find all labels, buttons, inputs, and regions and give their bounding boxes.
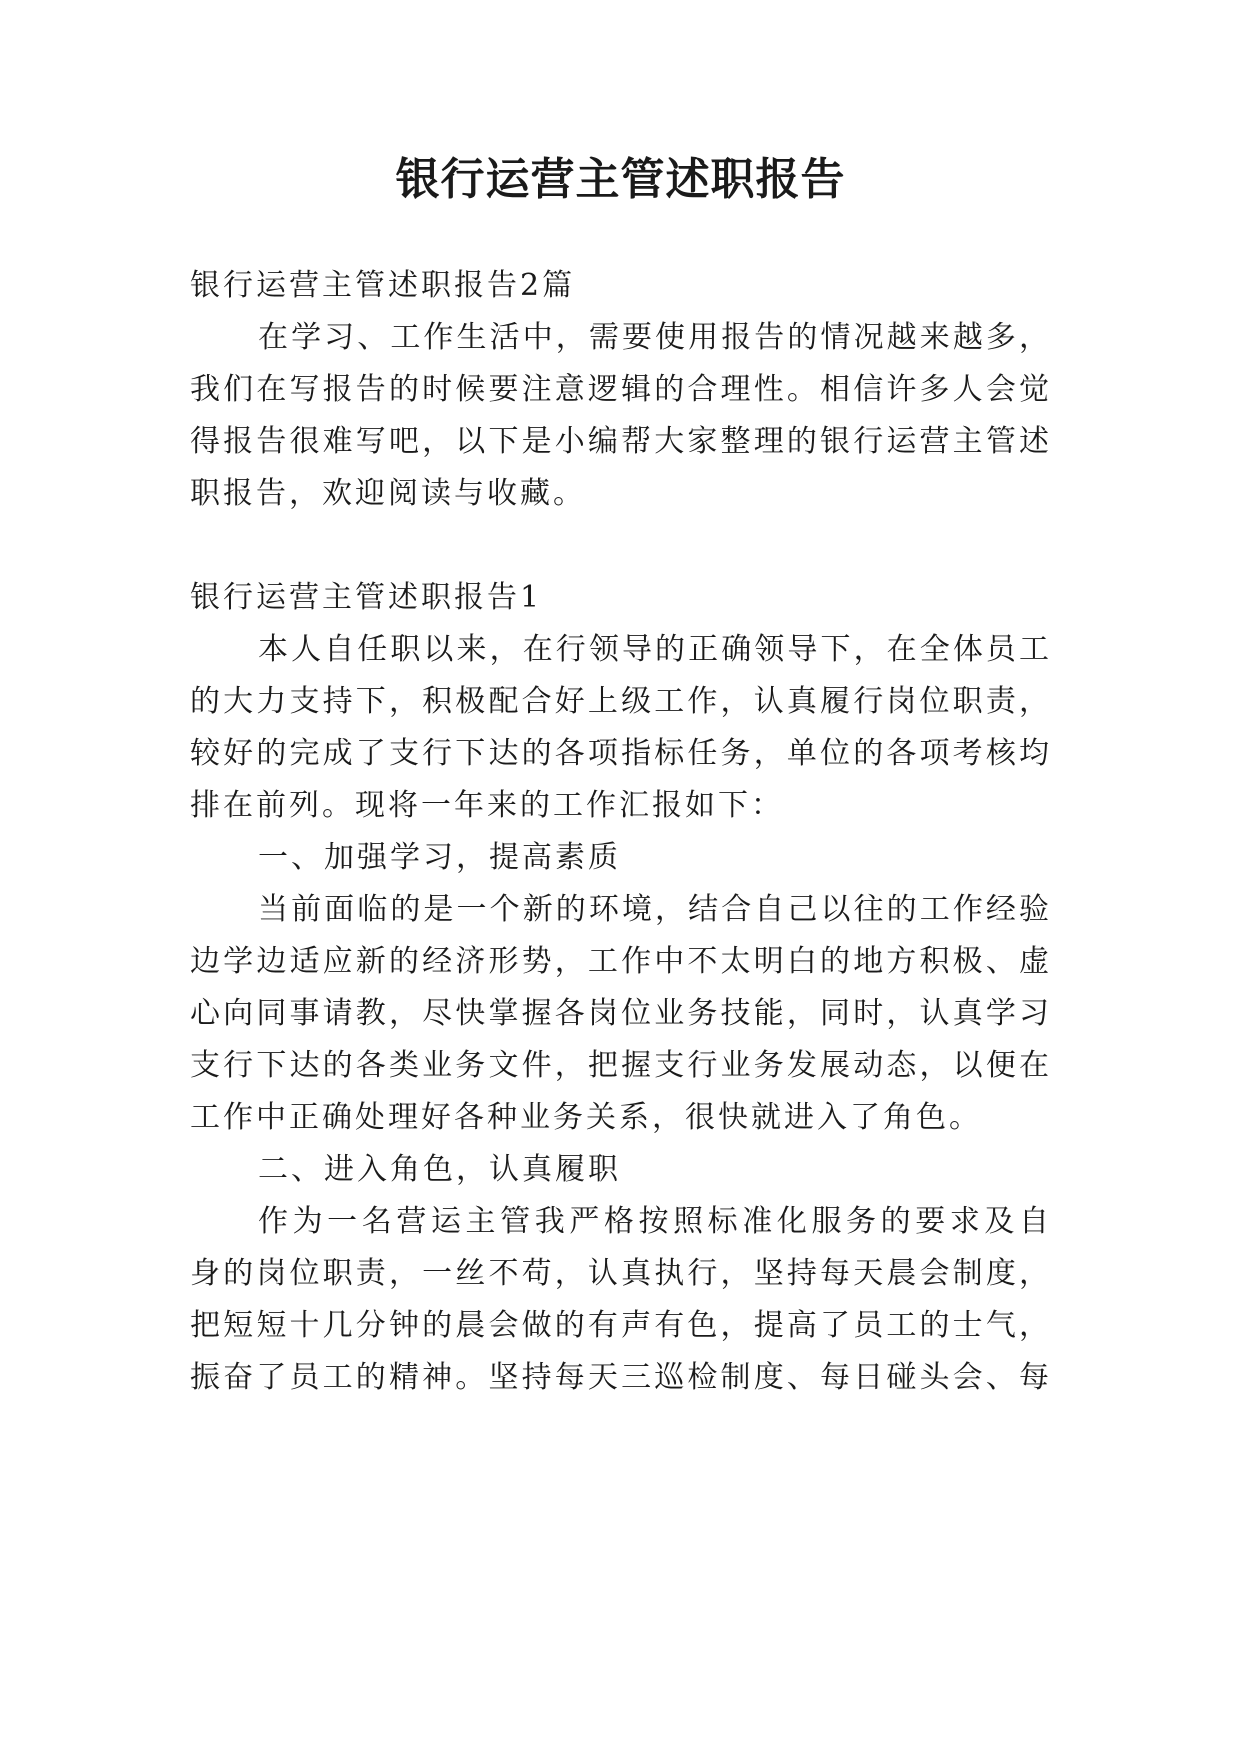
intro-line-4: 职报告，欢迎阅读与收藏。 — [190, 476, 586, 511]
document-subtitle: 银行运营主管述职报告2篇 — [190, 268, 576, 303]
para-a-line-4: 支行下达的各类业务文件，把握支行业务发展动态，以便在 — [190, 1048, 1052, 1083]
section1-para-line-3: 较好的完成了支行下达的各项指标任务，单位的各项考核均 — [190, 736, 1052, 771]
para-b-line-3: 把短短十几分钟的晨会做的有声有色，提高了员工的士气， — [190, 1308, 1052, 1343]
para-b-line-2: 身的岗位职责，一丝不苟，认真执行，坚持每天晨会制度， — [190, 1256, 1052, 1291]
para-b-line-1: 作为一名营运主管我严格按照标准化服务的要求及自 — [258, 1204, 1052, 1239]
section1-para-line-1: 本人自任职以来，在行领导的正确领导下，在全体员工 — [258, 632, 1052, 667]
para-b-line-4: 振奋了员工的精神。坚持每天三巡检制度、每日碰头会、每 — [190, 1360, 1052, 1395]
para-a-line-1: 当前面临的是一个新的环境，结合自己以往的工作经验 — [258, 892, 1052, 927]
intro-line-1: 在学习、工作生活中，需要使用报告的情况越来越多， — [258, 320, 1052, 355]
para-a-line-2: 边学边适应新的经济形势，工作中不太明白的地方积极、虚 — [190, 944, 1052, 979]
heading-b: 二、进入角色，认真履职 — [258, 1152, 621, 1187]
intro-line-2: 我们在写报告的时候要注意逻辑的合理性。相信许多人会觉 — [190, 372, 1052, 407]
para-a-line-5: 工作中正确处理好各种业务关系，很快就进入了角色。 — [190, 1100, 982, 1135]
intro-line-3: 得报告很难写吧，以下是小编帮大家整理的银行运营主管述 — [190, 424, 1052, 459]
section1-para-line-2: 的大力支持下，积极配合好上级工作，认真履行岗位职责， — [190, 684, 1052, 719]
document-title: 银行运营主管述职报告 — [395, 154, 846, 205]
section1-para-line-4: 排在前列。现将一年来的工作汇报如下： — [190, 788, 784, 823]
heading-a: 一、加强学习，提高素质 — [258, 840, 621, 875]
section1-heading: 银行运营主管述职报告1 — [190, 580, 543, 615]
para-a-line-3: 心向同事请教，尽快掌握各岗位业务技能，同时，认真学习 — [190, 996, 1052, 1031]
